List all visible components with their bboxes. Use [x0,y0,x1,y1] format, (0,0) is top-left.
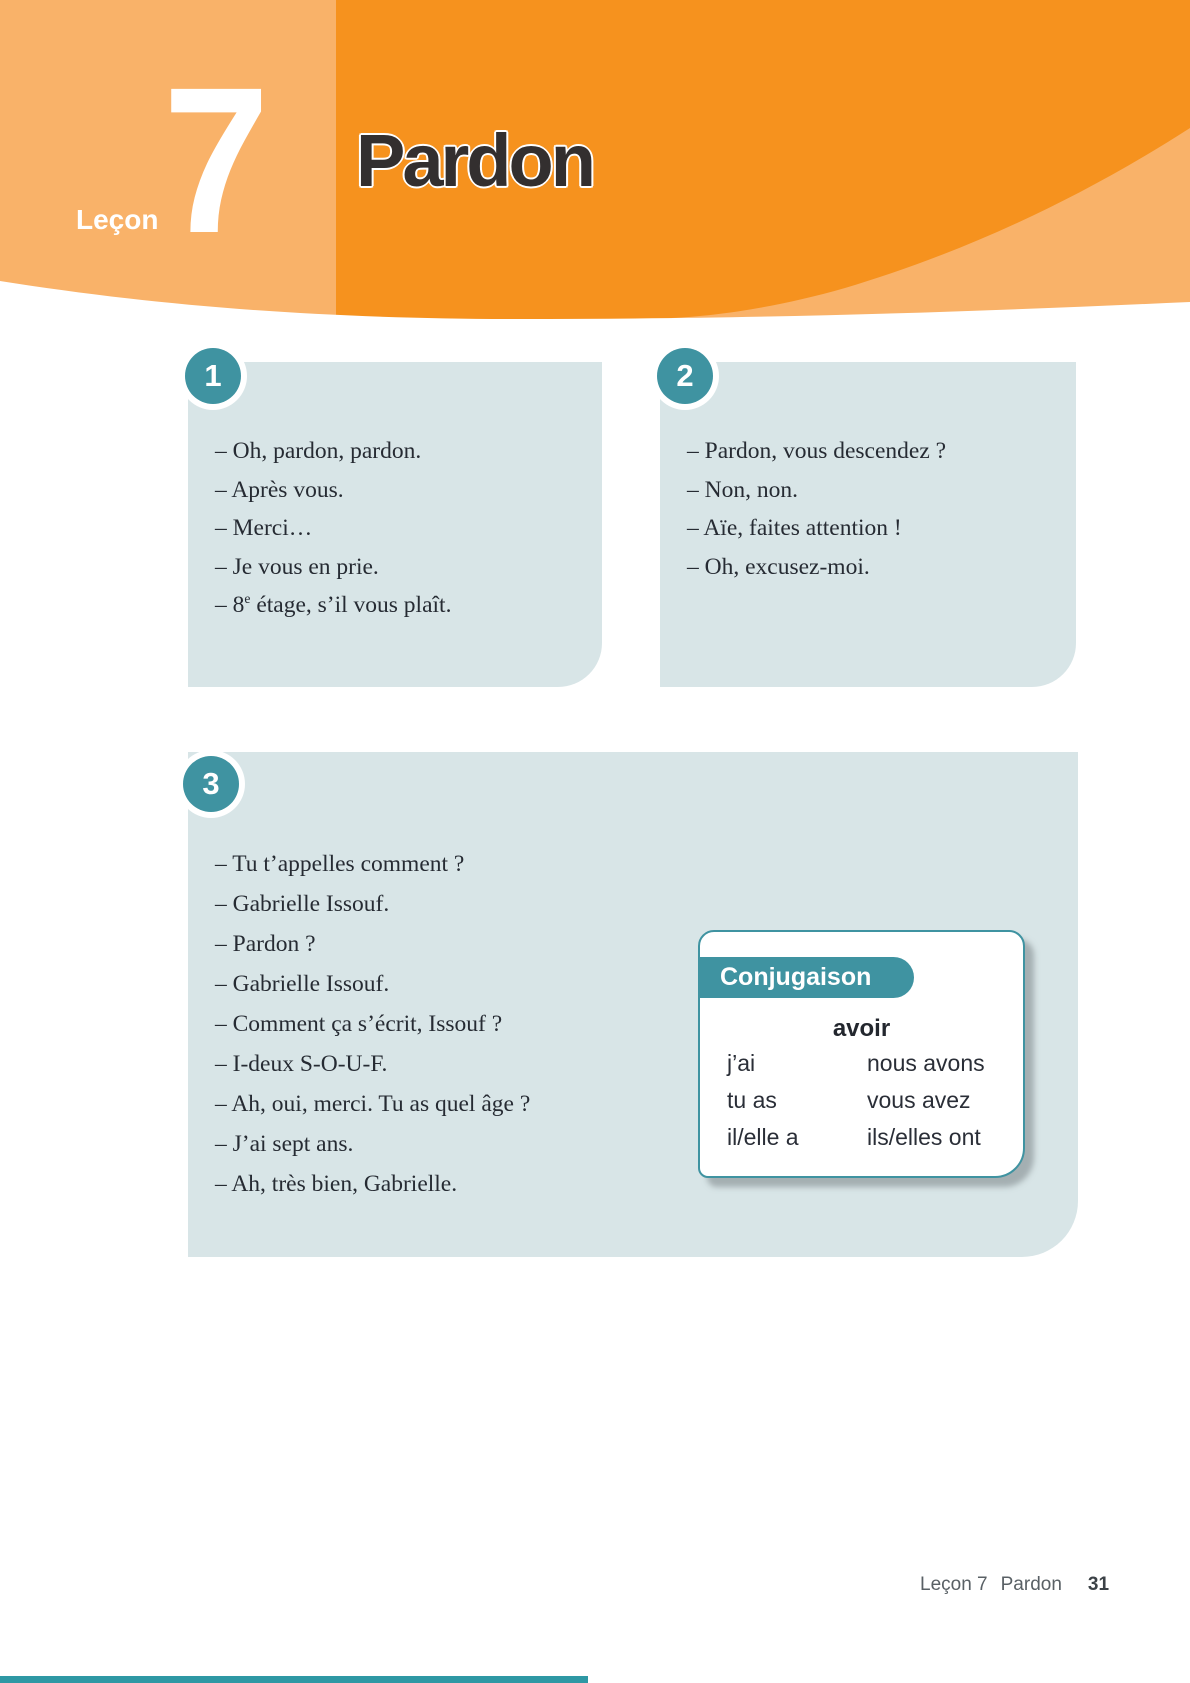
dialogue-line: – Tu t’appelles comment ? [215,851,465,877]
dialogue-line: – Gabrielle Issouf. [215,891,390,917]
footer-title-ref: Pardon [1000,1574,1062,1595]
bottom-accent-bar [0,1676,588,1683]
dialogue-line: – Oh, excusez-moi. [687,553,870,580]
dialogue-lines [687,432,1062,586]
lesson-header [0,0,1190,345]
conjugaison-label [698,957,914,998]
conjugation-plural: nous avons [867,1050,985,1076]
verb-title: avoir [832,1015,891,1042]
dialogue-line: – Comment ça s’écrit, Issouf ? [215,1011,503,1037]
conjugation-row [727,1045,1013,1082]
dialogue-line: – Merci… [215,515,313,541]
conjugation-plural: ils/elles ont [867,1124,981,1150]
conjugation-row [727,1119,1013,1156]
dialogue-line: – Ah, très bien, Gabrielle. [215,1171,458,1197]
conjugation-singular: j’ai [727,1050,756,1076]
conjugaison-label-text: Conjugaison [720,963,872,991]
lesson-number: 7 [163,45,270,277]
dialogue-number: 1 [204,358,222,393]
dialogue-line: – Je vous en prie. [215,553,379,580]
dialogue-number-badge [185,348,241,404]
dialogue-line: – I-deux S-O-U-F. [215,1051,388,1077]
conjugation-singular: il/elle a [727,1124,799,1150]
dialogue-number: 3 [202,766,220,801]
dialogue-line: – Oh, pardon, pardon. [215,438,422,464]
dialogue-lines [215,432,588,625]
page-number: 31 [1087,1574,1110,1595]
conjugation-plural: vous avez [867,1087,971,1113]
dialogue-line: – 8e étage, s’il vous plaît. [215,591,452,618]
footer-lesson-ref: Leçon 7 [920,1574,988,1595]
dialogue-line: – J’ai sept ans. [215,1131,354,1157]
conjugation-table [727,1045,1013,1156]
dialogue-line: – Pardon, vous descendez ? [687,438,947,464]
dialogue-box-2 [660,358,1076,687]
lesson-label: Leçon [76,204,159,235]
dialogue-box-1 [188,358,602,687]
dialogue-number: 2 [676,358,694,393]
dialogue-line: – Non, non. [687,476,798,503]
dialogue-number-badge [657,348,713,404]
page-title: Pardon [356,119,593,202]
dialogue-line: – Pardon ? [215,931,316,957]
conjugaison-card [698,930,1025,1178]
dialogue-line: – Aïe, faites attention ! [687,515,902,541]
dialogue-line: – Après vous. [215,476,344,503]
dialogue-line: – Ah, oui, merci. Tu as quel âge ? [215,1091,531,1117]
conjugation-row [727,1082,1013,1119]
dialogue-number-badge [183,756,239,812]
page-footer [920,1574,1109,1596]
dialogue-line: – Gabrielle Issouf. [215,971,390,997]
conjugation-singular: tu as [727,1087,777,1113]
